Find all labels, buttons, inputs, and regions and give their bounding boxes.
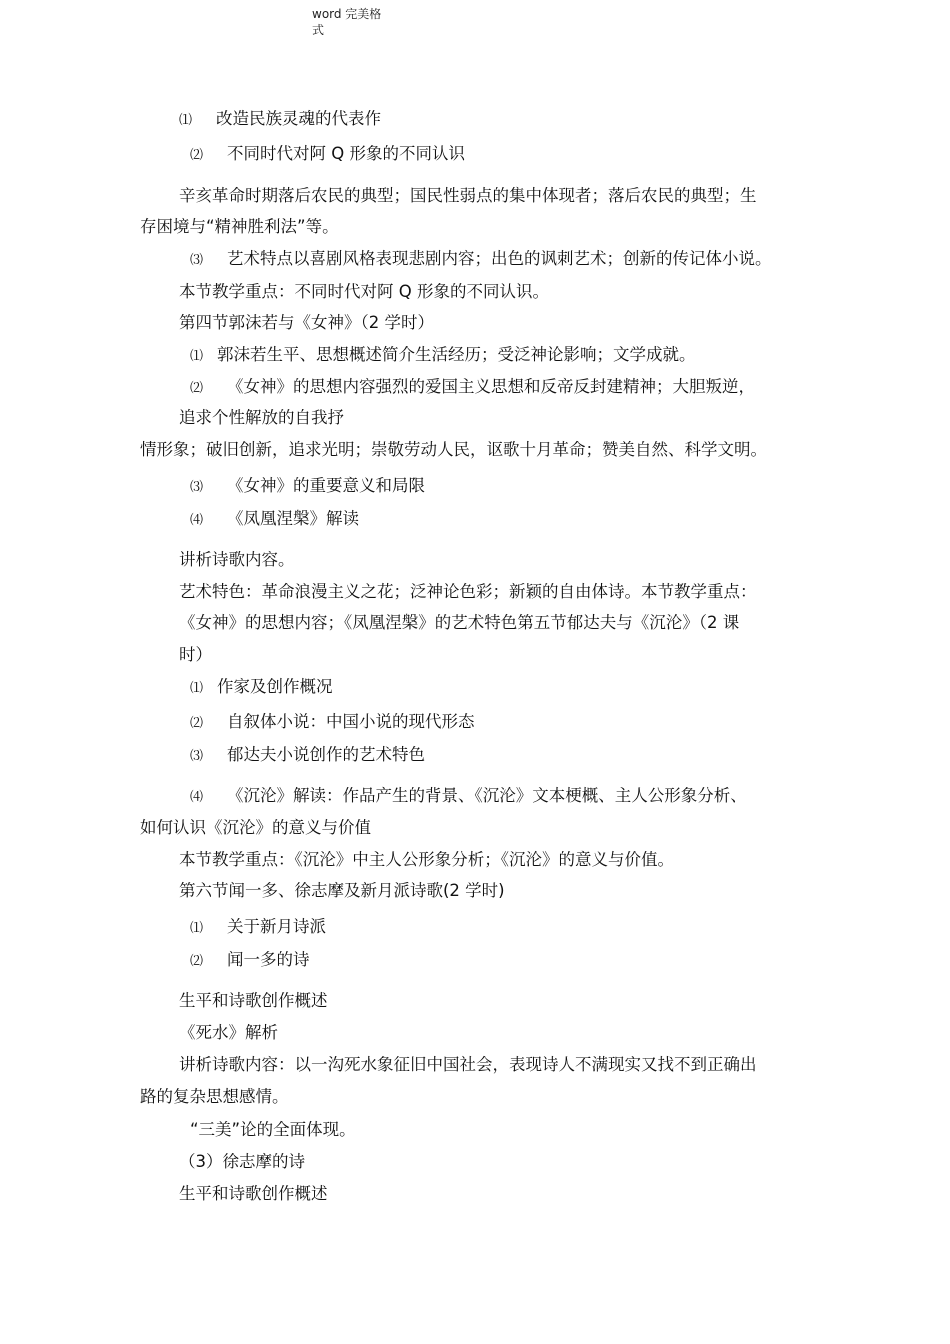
list-item [190,785,747,809]
item-number: ⑶ [190,480,204,495]
header-line-2: 式 [312,23,325,37]
item-text: 不同时代对阿 Q 形象的不同认识 [227,144,465,163]
list-item [190,676,333,700]
paragraph-line: 路的复杂思想感情。 [140,1087,289,1106]
item-text: 艺术特点以喜剧风格表现悲剧内容；出色的讽刺艺术；创新的传记体小说。 [227,249,772,268]
item-number: ⑴ [190,921,204,936]
paragraph-line: 本节教学重点：不同时代对阿 Q 形象的不同认识。 [179,282,549,301]
paragraph-line: 生平和诗歌创作概述 [179,1184,328,1203]
paragraph-line: 讲析诗歌内容：以一沟死水象征旧中国社会，表现诗人不满现实又找不到正确出 [179,1055,757,1074]
item-text: 闻一多的诗 [227,950,310,969]
list-item [190,248,772,272]
list-item [190,376,755,400]
paragraph-line: 如何认识《沉沦》的意义与价值 [140,818,371,837]
item-number: ⑷ [190,790,204,805]
list-item [179,108,381,132]
item-text: 改造民族灵魂的代表作 [216,109,381,128]
list-item [190,711,475,735]
item-text: 自叙体小说：中国小说的现代形态 [227,712,475,731]
item-number: ⑴ [179,113,193,128]
list-item [190,475,425,499]
list-item [190,508,359,532]
paragraph-line: 存困境与“精神胜利法”等。 [140,217,339,236]
item-text: 《女神》的思想内容强烈的爱国主义思想和反帝反封建精神；大胆叛逆， [227,377,755,396]
paragraph-line: （3）徐志摩的诗 [179,1152,305,1171]
page-header [312,6,381,38]
paragraph-line: 《死水》解析 [179,1023,278,1042]
item-number: ⑵ [190,716,204,731]
paragraph-line: 讲析诗歌内容。 [179,550,295,569]
paragraph-line: 生平和诗歌创作概述 [179,991,328,1010]
item-text: 作家及创作概况 [217,677,333,696]
item-number: ⑵ [190,148,204,163]
item-text: 郭沫若生平、思想概述简介生活经历；受泛神论影响；文学成就。 [217,345,696,364]
section-heading: 第六节闻一多、徐志摩及新月派诗歌(2 学时) [179,881,505,900]
item-text: 《凤凰涅槃》解读 [227,509,359,528]
list-item [190,916,326,940]
item-number: ⑶ [190,749,204,764]
item-number: ⑴ [190,349,204,364]
item-number: ⑴ [190,681,204,696]
list-item [190,949,310,973]
item-number: ⑶ [190,253,204,268]
paragraph-line: “三美”论的全面体现。 [190,1120,356,1139]
item-text: 《沉沦》解读：作品产生的背景、《沉沦》文本梗概、主人公形象分析、 [227,786,747,805]
item-number: ⑷ [190,513,204,528]
item-number: ⑵ [190,954,204,969]
list-item [190,744,425,768]
paragraph-line: 辛亥革命时期落后农民的典型；国民性弱点的集中体现者；落后农民的典型；生 [179,186,757,205]
list-item [190,143,465,167]
paragraph-line: 追求个性解放的自我抒 [179,408,344,427]
list-item [190,344,696,368]
paragraph-line: 《女神》的思想内容；《凤凰涅槃》的艺术特色第五节郁达夫与《沉沦》（2 课 [179,613,740,632]
paragraph-line: 情形象；破旧创新，追求光明；崇敬劳动人民，讴歌十月革命；赞美自然、科学文明。 [140,440,767,459]
item-text: 郁达夫小说创作的艺术特色 [227,745,425,764]
item-number: ⑵ [190,381,204,396]
header-line-1: word 完美格 [312,7,382,21]
paragraph-line: 时） [179,645,212,664]
item-text: 《女神》的重要意义和局限 [227,476,425,495]
section-heading: 第四节郭沫若与《女神》（2 学时） [179,313,434,332]
paragraph-line: 艺术特色：革命浪漫主义之花；泛神论色彩；新颖的自由体诗。本节教学重点： [179,582,757,601]
paragraph-line: 本节教学重点：《沉沦》中主人公形象分析；《沉沦》的意义与价值。 [179,850,674,869]
item-text: 关于新月诗派 [227,917,326,936]
